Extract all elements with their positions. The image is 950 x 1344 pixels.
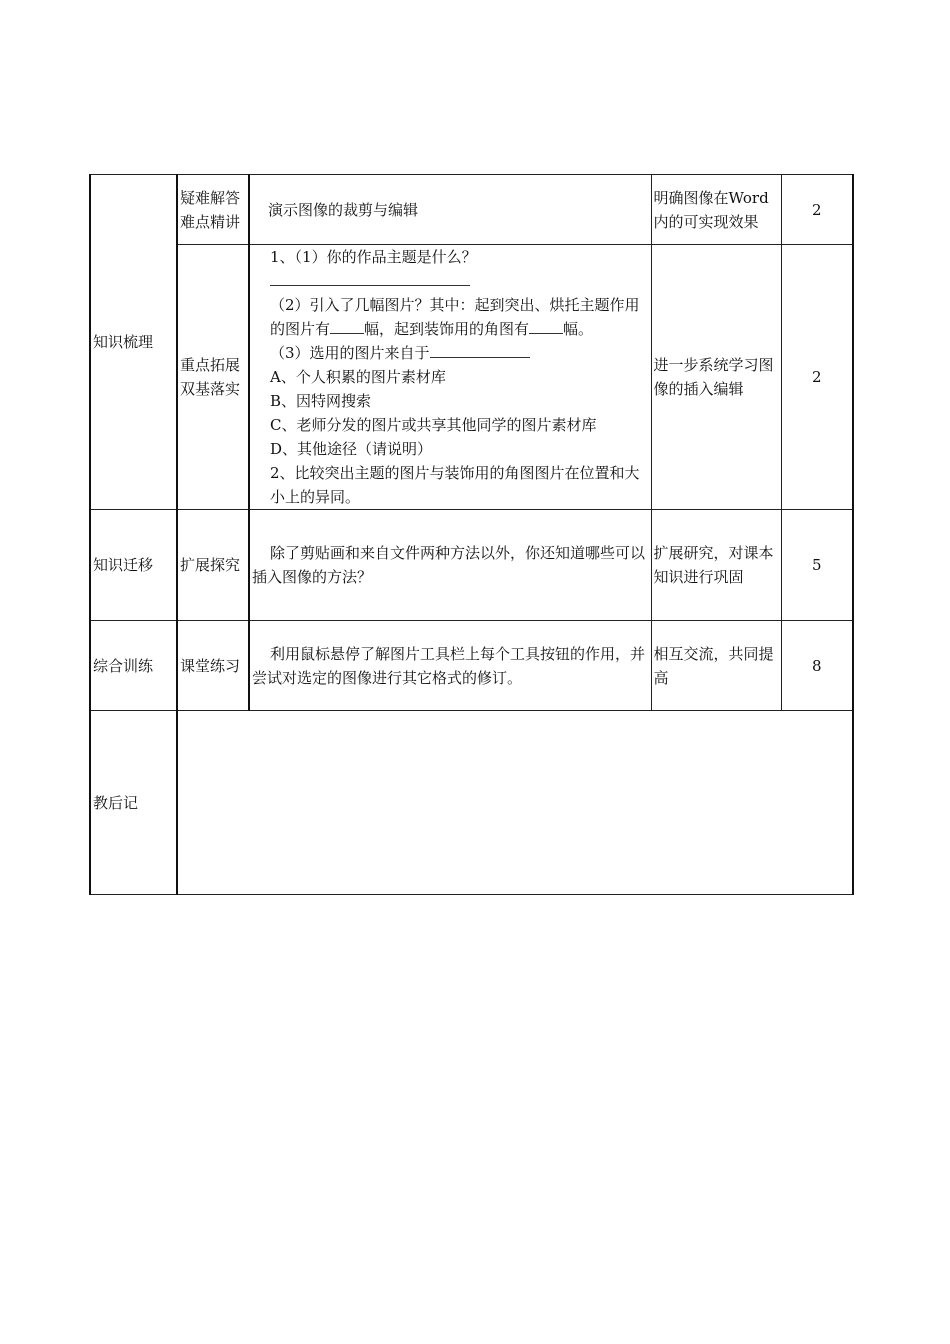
time-value: 2 [811,368,822,386]
time-cell [781,175,853,245]
time-cell [781,621,853,711]
option-c: C、老师分发的图片或共享其他同学的图片素材库 [270,416,597,434]
question-1-3: （3）选用的图片来自于 [252,341,649,365]
reflection-cell [177,711,853,895]
goal-text: 相互交流，共同提高 [653,644,774,687]
table-row [90,175,853,245]
sub-label: 重点拓展 双基落实 [180,356,241,398]
sub-label: 疑难解答 难点精讲 [180,188,241,231]
module-label: 知识迁移 [93,556,154,574]
content-text: 演示图像的裁剪与编辑 [268,200,419,219]
goal-cell [651,621,781,711]
content-cell [249,245,651,510]
module-cell [90,175,177,510]
table-row [90,245,853,510]
module-label: 教后记 [93,793,139,812]
module-label: 综合训练 [93,656,154,675]
module-cell [90,510,177,621]
content-cell [249,510,651,621]
sub-label: 扩展探究 [180,556,241,574]
goal-text: 扩展研究，对课本知识进行巩固 [653,544,774,586]
goal-text: 进一步系统学习图像的插入编辑 [653,356,774,398]
goal-cell [651,510,781,621]
time-cell [781,245,853,510]
time-value: 8 [811,656,822,675]
content-cell [249,621,651,711]
goal-cell [651,175,781,245]
module-cell [90,621,177,711]
table-row [90,510,853,621]
module-label: 知识梳理 [93,333,154,351]
question-1: 1、（1）你的作品主题是什么？ [270,248,477,266]
content-cell [249,175,651,245]
goal-cell [651,245,781,510]
sub-cell [177,510,249,621]
time-value: 2 [811,200,822,219]
module-cell [90,711,177,895]
lesson-plan-table [89,174,854,895]
option-a: A、个人积累的图片素材库 [270,368,446,386]
sub-cell [177,245,249,510]
time-cell [781,510,853,621]
question-2: 2、比较突出主题的图片与装饰用的角图图片在位置和大小上的异同。 [270,464,640,506]
sub-label: 课堂练习 [180,656,241,675]
content-text: 利用鼠标悬停了解图片工具栏上每个工具按钮的作用，并尝试对选定的图像进行其它格式的修订。 [252,644,646,687]
goal-text: 明确图像在Word内的可实现效果 [653,188,769,231]
content-text: 除了剪贴画和来自文件两种方法以外，你还知道哪些可以插入图像的方法？ [252,544,646,586]
table-row [90,621,853,711]
sub-cell [177,621,249,711]
table-row [90,711,853,895]
option-d: D、其他途径（请说明） [270,440,433,458]
answer-line [252,269,649,293]
sub-cell [177,175,249,245]
option-b: B、因特网搜索 [270,392,372,410]
question-1-2: （2）引入了几幅图片？其中：起到突出、烘托主题作用的图片有 幅，起到装饰用的角图有 幅。 [270,296,640,338]
time-value: 5 [811,556,822,574]
